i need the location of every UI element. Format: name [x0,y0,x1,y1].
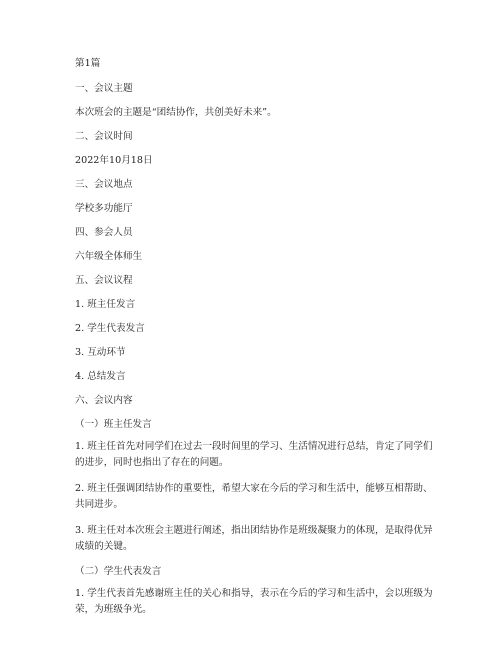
content-paragraph: 3. 班主任对本次班会主题进行阐述，指出团结协作是班级凝聚力的体现，是取得优异成绩的关键。 [75,525,433,552]
section-heading-agenda: 五、会议议程 [75,275,133,286]
agenda-item: 4. 总结发言 [75,371,126,382]
meeting-theme-text: 本次班会的主题是“团结协作，共创美好未来”。 [75,107,277,118]
agenda-item: 1. 班主任发言 [75,299,136,310]
meeting-attendees-text: 六年级全体师生 [75,251,143,262]
section-heading-time: 二、会议时间 [75,131,133,142]
section-heading-location: 三、会议地点 [75,179,133,190]
subsection-heading-teacher-speech: （一）班主任发言 [75,419,152,430]
section-heading-attendees: 四、参会人员 [75,227,133,238]
content-paragraph: 2. 班主任强调团结协作的重要性，希望大家在今后的学习和生活中，能够互相帮助、共同进步。 [75,483,433,510]
meeting-location-text: 学校多功能厅 [75,203,133,214]
content-paragraph: 1. 班主任首先对同学们在过去一段时间里的学习、生活情况进行总结，肯定了同学们的进步，同时也指出了存在的问题。 [75,441,433,468]
agenda-item: 2. 学生代表发言 [75,323,145,334]
agenda-item: 3. 互动环节 [75,347,126,358]
meeting-time-text: 2022年10月18日 [75,155,153,166]
section-heading-theme: 一、会议主题 [75,83,133,94]
part-title: 第1篇 [75,58,101,69]
section-heading-content: 六、会议内容 [75,395,133,406]
subsection-heading-student-speech: （二）学生代表发言 [75,566,162,577]
content-paragraph: 1. 学生代表首先感谢班主任的关心和指导，表示在今后的学习和生活中，会以班级为荣，为班级争光。 [75,588,433,615]
